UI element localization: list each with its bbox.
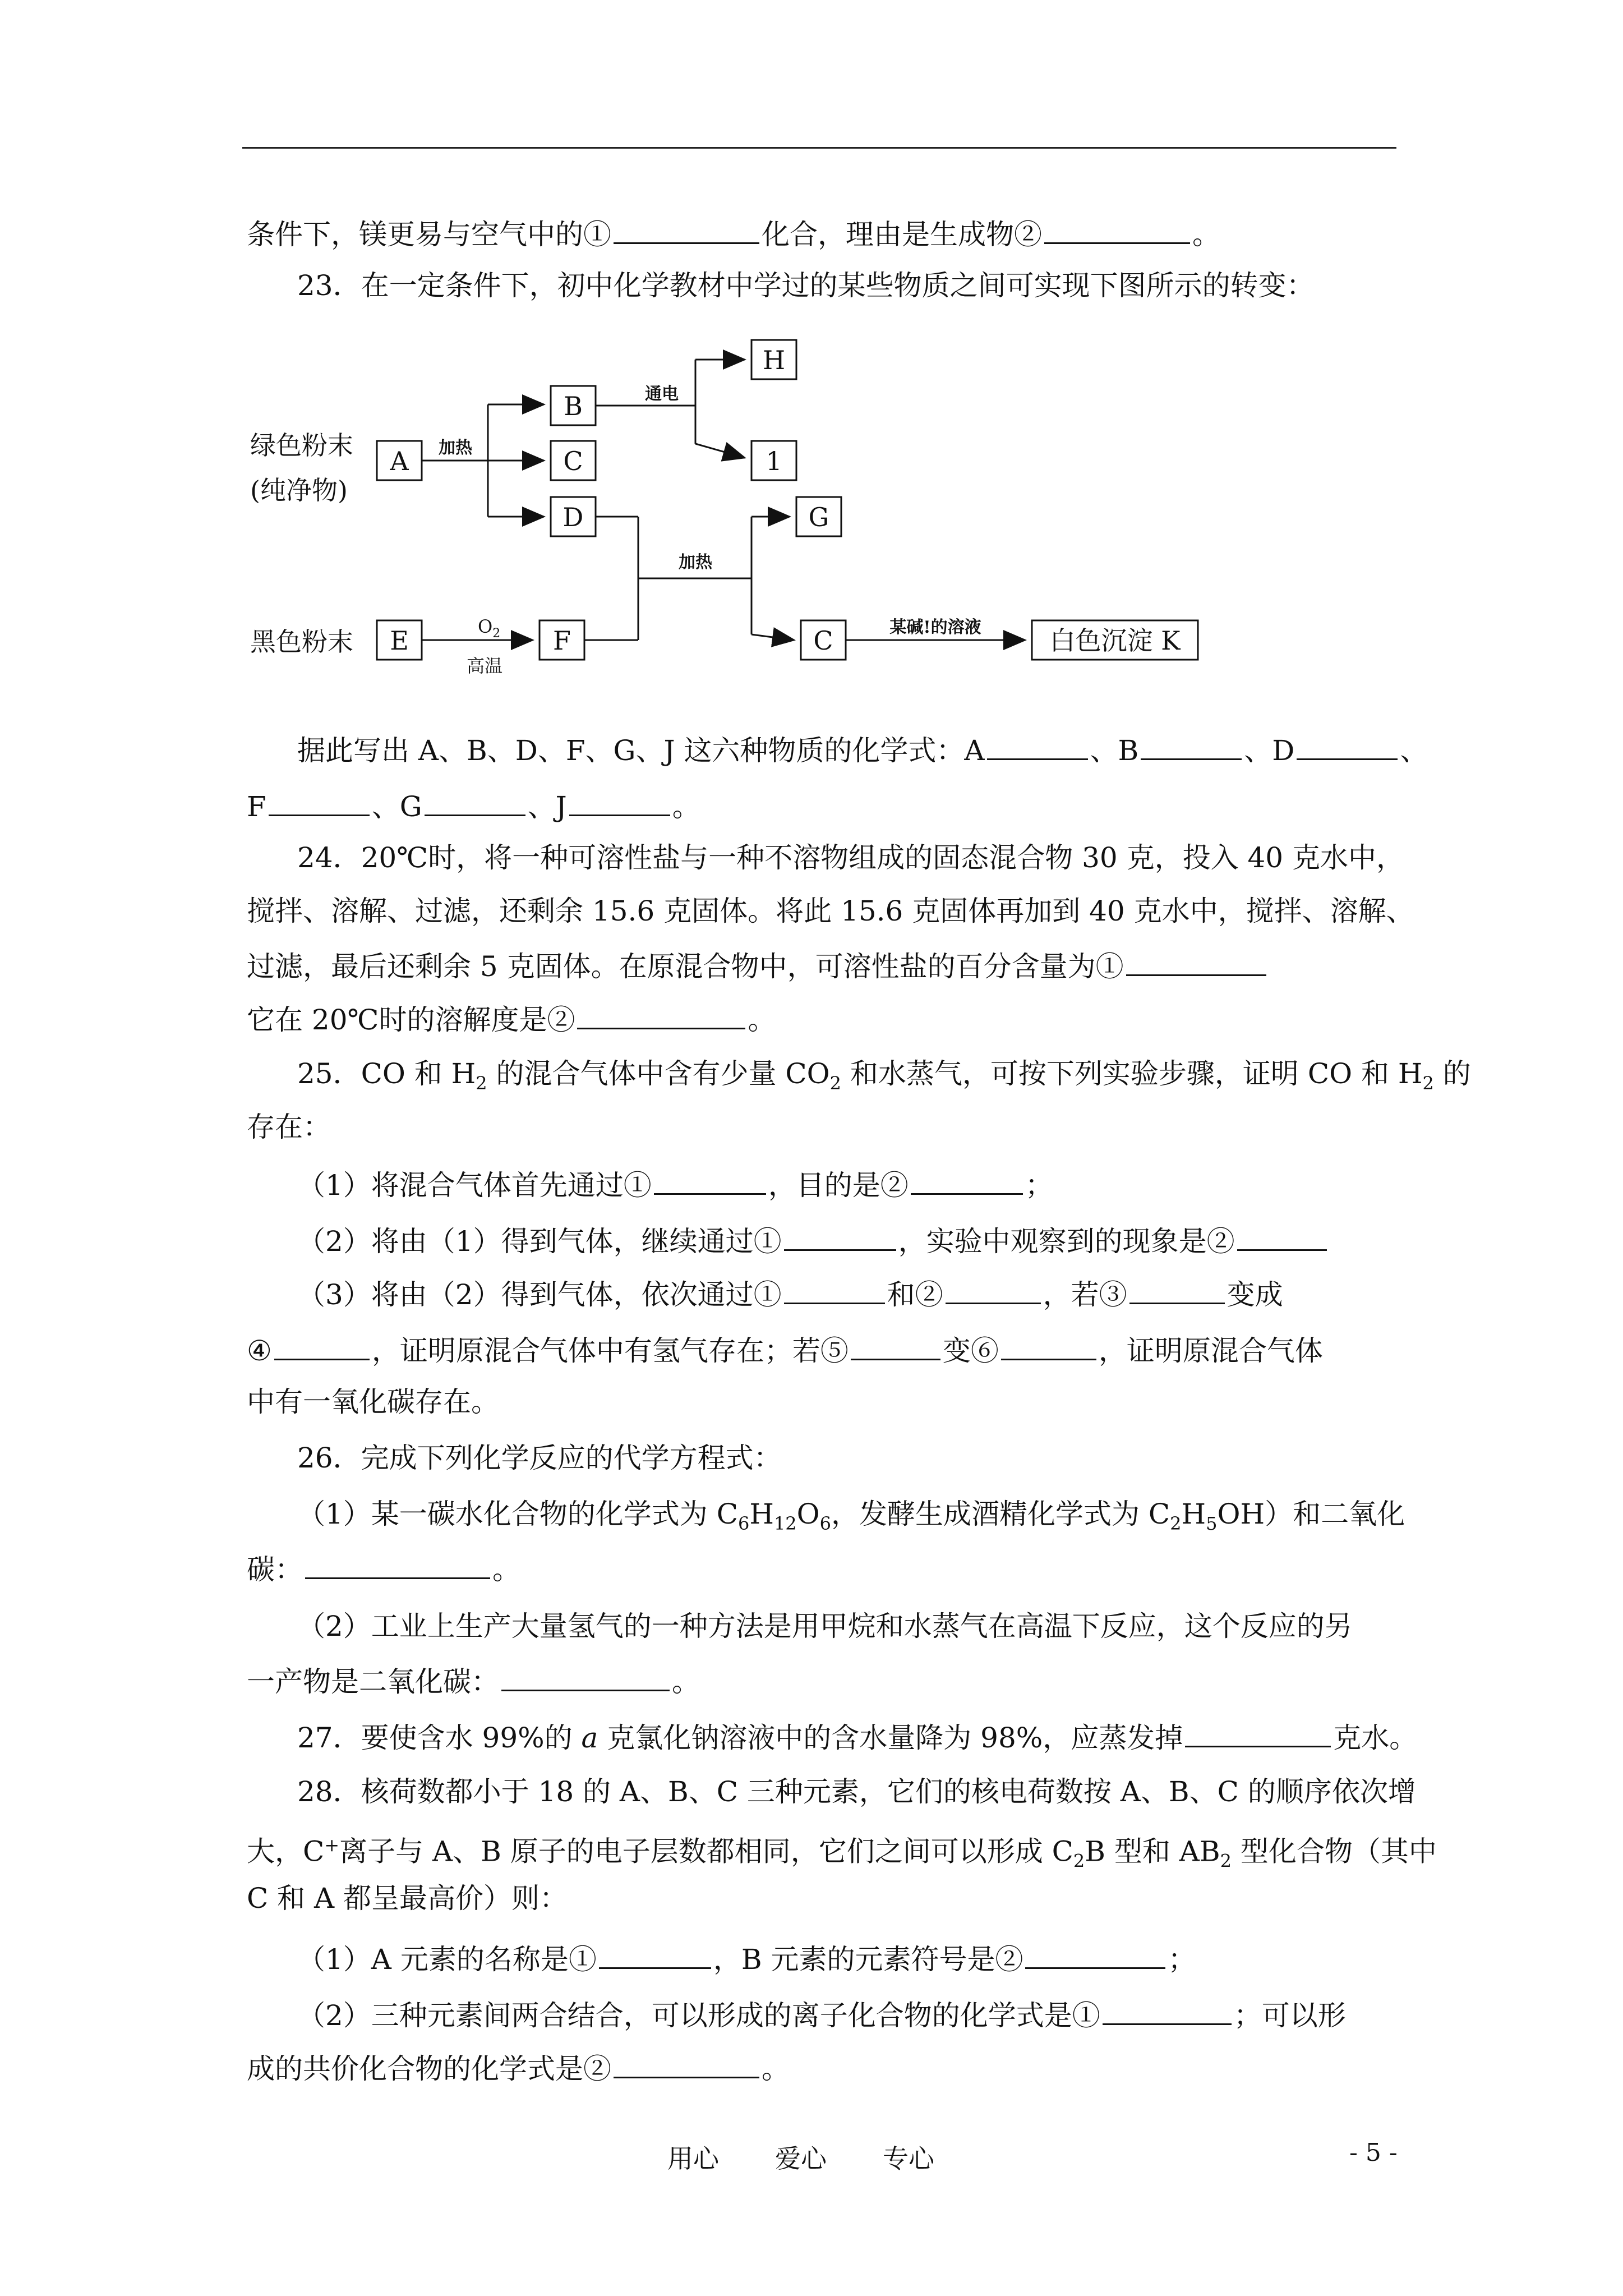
q28-line-1: 28．核荷数都小于 18 的 A、B、C 三种元素，它们的核电荷数按 A、B、C 的顺序依次增	[297, 1775, 1416, 1808]
text: （2）将由（1）得到气体，继续通过①	[297, 1225, 782, 1258]
text: （1）A 元素的名称是①	[297, 1943, 597, 1976]
text: 。	[672, 790, 700, 823]
answer-blank[interactable]	[1001, 1329, 1096, 1360]
text: ；可以形	[1233, 1999, 1346, 2032]
text: 离子与 A、B 原子的电子层数都相同，它们之间可以形成 C	[339, 1835, 1073, 1868]
arrow-label-high-temp: 高温	[466, 655, 503, 677]
text: 变成	[1227, 1278, 1283, 1311]
text: ，实验中观察到的现象是②	[898, 1225, 1235, 1258]
q28-part-2	[297, 1994, 1447, 2035]
text: 成的共价化合物的化学式是②	[247, 2053, 611, 2085]
q27	[297, 1717, 1447, 1757]
text: F	[247, 790, 266, 823]
answer-blank[interactable]	[614, 2047, 759, 2078]
answer-blank[interactable]	[1237, 1220, 1327, 1251]
box-E-label: E	[390, 625, 409, 656]
box-D-label: D	[562, 502, 584, 532]
subscript: 6	[737, 1513, 750, 1534]
box-K-label: 白色沉淀 K	[1049, 625, 1181, 656]
answer-blank[interactable]	[784, 1220, 896, 1251]
arrow-label-heat-2: 加热	[679, 553, 712, 572]
text: 和水蒸气，可按下列实验步骤，证明 CO 和 H	[841, 1057, 1423, 1090]
q25-step-3-end: 中有一氧化碳存在。	[247, 1386, 499, 1418]
text: ，若③	[1043, 1278, 1127, 1311]
text: 条件下，镁更易与空气中的①	[247, 218, 611, 251]
footer-word: 专心	[883, 2143, 934, 2174]
answer-blank[interactable]	[274, 1329, 370, 1360]
label-black-powder: 黑色粉末	[250, 627, 353, 657]
footer-word: 用心	[667, 2143, 719, 2174]
text: （1）将混合气体首先通过①	[297, 1169, 652, 1202]
text: ④	[247, 1335, 272, 1367]
q23-answer-line-2	[247, 785, 1396, 826]
box-A-label: A	[390, 446, 409, 476]
text: 变⑥	[942, 1335, 999, 1367]
answer-blank[interactable]	[599, 1938, 711, 1969]
answer-blank[interactable]	[654, 1164, 766, 1195]
arrow-label-heat-1: 加热	[439, 438, 472, 458]
text: ，目的是②	[768, 1169, 909, 1202]
page-number: - 5 -	[1349, 2138, 1398, 2167]
subscript: 2	[829, 1073, 842, 1094]
text: 27．要使含水 99%的	[297, 1722, 582, 1754]
subscript: 6	[819, 1513, 832, 1534]
text: 化合，理由是生成物②	[762, 218, 1042, 251]
q28-part-2-cont	[247, 2047, 1396, 2088]
text: ；	[1168, 1943, 1196, 1976]
label-green-powder: 绿色粉末	[250, 430, 353, 461]
q26-title: 26．完成下列化学反应的代学方程式：	[297, 1442, 782, 1474]
answer-blank[interactable]	[1141, 729, 1242, 760]
answer-blank[interactable]	[569, 785, 670, 816]
q26-part-2-cont	[247, 1660, 1396, 1701]
answer-blank[interactable]	[911, 1164, 1023, 1195]
box-C2-label: C	[813, 625, 833, 656]
text: 、G	[371, 790, 422, 823]
box-G-label: G	[808, 502, 829, 532]
text: 。	[1192, 218, 1220, 251]
answer-blank[interactable]	[425, 785, 525, 816]
subscript: 2	[1422, 1073, 1434, 1094]
q23-title: 23．在一定条件下，初中化学教材中学过的某些物质之间可实现下图所示的转变：	[297, 269, 1315, 302]
q24-line-1: 24．20℃时，将一种可溶性盐与一种不溶物组成的固态混合物 30 克，投入 40 克水中，	[297, 841, 1404, 874]
box-B-label: B	[564, 391, 583, 421]
text: OH）和二氧化	[1217, 1498, 1405, 1530]
q25-step-3-cont	[247, 1329, 1396, 1370]
text: 。	[492, 1553, 520, 1586]
reaction-diagram	[241, 325, 1251, 684]
text: （1）某一碳水化合物的化学式为 C	[297, 1498, 738, 1530]
text: 、B	[1090, 734, 1139, 767]
q23-answer-line-1	[297, 729, 1447, 770]
text: （2）三种元素间两合结合，可以形成的离子化合物的化学式是①	[297, 1999, 1100, 2032]
q26-part-2: （2）工业上生产大量氢气的一种方法是用甲烷和水蒸气在高温下反应，这个反应的另	[297, 1610, 1353, 1642]
q25-step-1	[297, 1164, 1447, 1204]
text: 克氯化钠溶液中的含水量降为 98%，应蒸发掉	[598, 1722, 1183, 1754]
answer-blank[interactable]	[501, 1660, 670, 1691]
text: ，发酵生成酒精化学式为 C	[831, 1498, 1170, 1530]
text: 型化合物（其中	[1231, 1835, 1437, 1868]
answer-blank[interactable]	[1126, 945, 1266, 976]
q28-part-1	[297, 1938, 1447, 1978]
q25-step-2	[297, 1220, 1447, 1260]
q25-step-3	[297, 1273, 1447, 1314]
answer-blank[interactable]	[1129, 1273, 1225, 1304]
q28-line-2	[247, 1826, 1437, 1880]
answer-blank[interactable]	[1044, 213, 1190, 244]
q28-line-3: C 和 A 都呈最高价）则：	[247, 1882, 568, 1915]
text: 。	[748, 1004, 776, 1036]
header-rule	[242, 147, 1396, 149]
variable: a	[581, 1722, 598, 1754]
label-pure-substance: (纯净物)	[250, 475, 348, 505]
q24-line-3	[247, 945, 1396, 986]
answer-blank[interactable]	[577, 999, 745, 1029]
q24-line-2: 搅拌、溶解、过滤，还剩余 15.6 克固体。将此 15.6 克固体再加到 40 克水中，搅拌、溶解、	[247, 895, 1414, 927]
subscript: 2	[1220, 1850, 1232, 1872]
answer-blank[interactable]	[614, 213, 759, 244]
answer-blank[interactable]	[305, 1548, 490, 1579]
answer-blank[interactable]	[269, 785, 370, 816]
q26-part-1-cont	[247, 1548, 1396, 1589]
footer-word: 爱心	[775, 2143, 827, 2174]
subscript: 2	[476, 1073, 487, 1094]
q26-part-1	[297, 1495, 1447, 1543]
answer-blank[interactable]	[851, 1329, 940, 1360]
box-C1-label: C	[563, 446, 583, 476]
text: 过滤，最后还剩余 5 克固体。在原混合物中，可溶性盐的百分含量为①	[247, 950, 1124, 983]
superscript: +	[324, 1834, 340, 1856]
subscript: 12	[773, 1513, 797, 1534]
text: 。	[672, 1665, 700, 1698]
answer-blank[interactable]	[784, 1273, 885, 1304]
q25-line-2: 存在：	[247, 1111, 331, 1143]
q25-line-1	[297, 1055, 1471, 1102]
text: ；	[1025, 1169, 1053, 1202]
subscript: 2	[1073, 1850, 1085, 1872]
text: H	[749, 1498, 774, 1530]
text: 、	[1400, 734, 1428, 767]
box-I-label: 1	[766, 446, 782, 476]
answer-blank[interactable]	[1025, 1938, 1165, 1969]
answer-blank[interactable]	[987, 729, 1088, 760]
text: （3）将由（2）得到气体，依次通过①	[297, 1278, 782, 1311]
text: 。	[762, 2053, 790, 2085]
subscript: 2	[1170, 1513, 1182, 1534]
arrow-label-base-solution: 某碱!的溶液	[889, 618, 981, 637]
text: ，证明原混合气体中有氢气存在；若⑤	[371, 1335, 849, 1367]
footer-motto	[667, 2138, 990, 2175]
text: ，B 元素的元素符号是②	[713, 1943, 1023, 1976]
text: 一产物是二氧化碳：	[247, 1665, 499, 1698]
text: 、D	[1244, 734, 1295, 767]
text: 、J	[527, 790, 567, 823]
text: 25．CO 和 H	[297, 1057, 476, 1090]
arrow-label-electrolysis: 通电	[645, 384, 679, 404]
text: 大，C	[247, 1835, 325, 1868]
text: 据此写出 A、B、D、F、G、J 这六种物质的化学式：A	[297, 734, 985, 767]
text: 的	[1433, 1057, 1471, 1090]
text: 它在 20℃时的溶解度是②	[247, 1004, 575, 1036]
text: 和②	[887, 1278, 943, 1311]
text: O	[796, 1498, 820, 1530]
text: 碳：	[247, 1553, 303, 1586]
answer-blank[interactable]	[946, 1273, 1041, 1304]
text: 克水。	[1333, 1722, 1418, 1754]
arrow-label-o2: $O_2$	[478, 616, 501, 641]
subscript: 5	[1206, 1513, 1218, 1534]
answer-blank[interactable]	[1297, 729, 1398, 760]
box-F-label: F	[553, 625, 571, 656]
q24-line-4	[247, 999, 1396, 1039]
text: ，证明原混合气体	[1098, 1335, 1323, 1367]
text: H	[1181, 1498, 1206, 1530]
answer-blank[interactable]	[1185, 1717, 1331, 1747]
text: B 型和 AB	[1085, 1835, 1220, 1868]
line-0	[247, 213, 1396, 254]
box-H-label: H	[762, 345, 786, 375]
text: 的混合气体中含有少量 CO	[487, 1057, 830, 1090]
answer-blank[interactable]	[1103, 1994, 1232, 2025]
